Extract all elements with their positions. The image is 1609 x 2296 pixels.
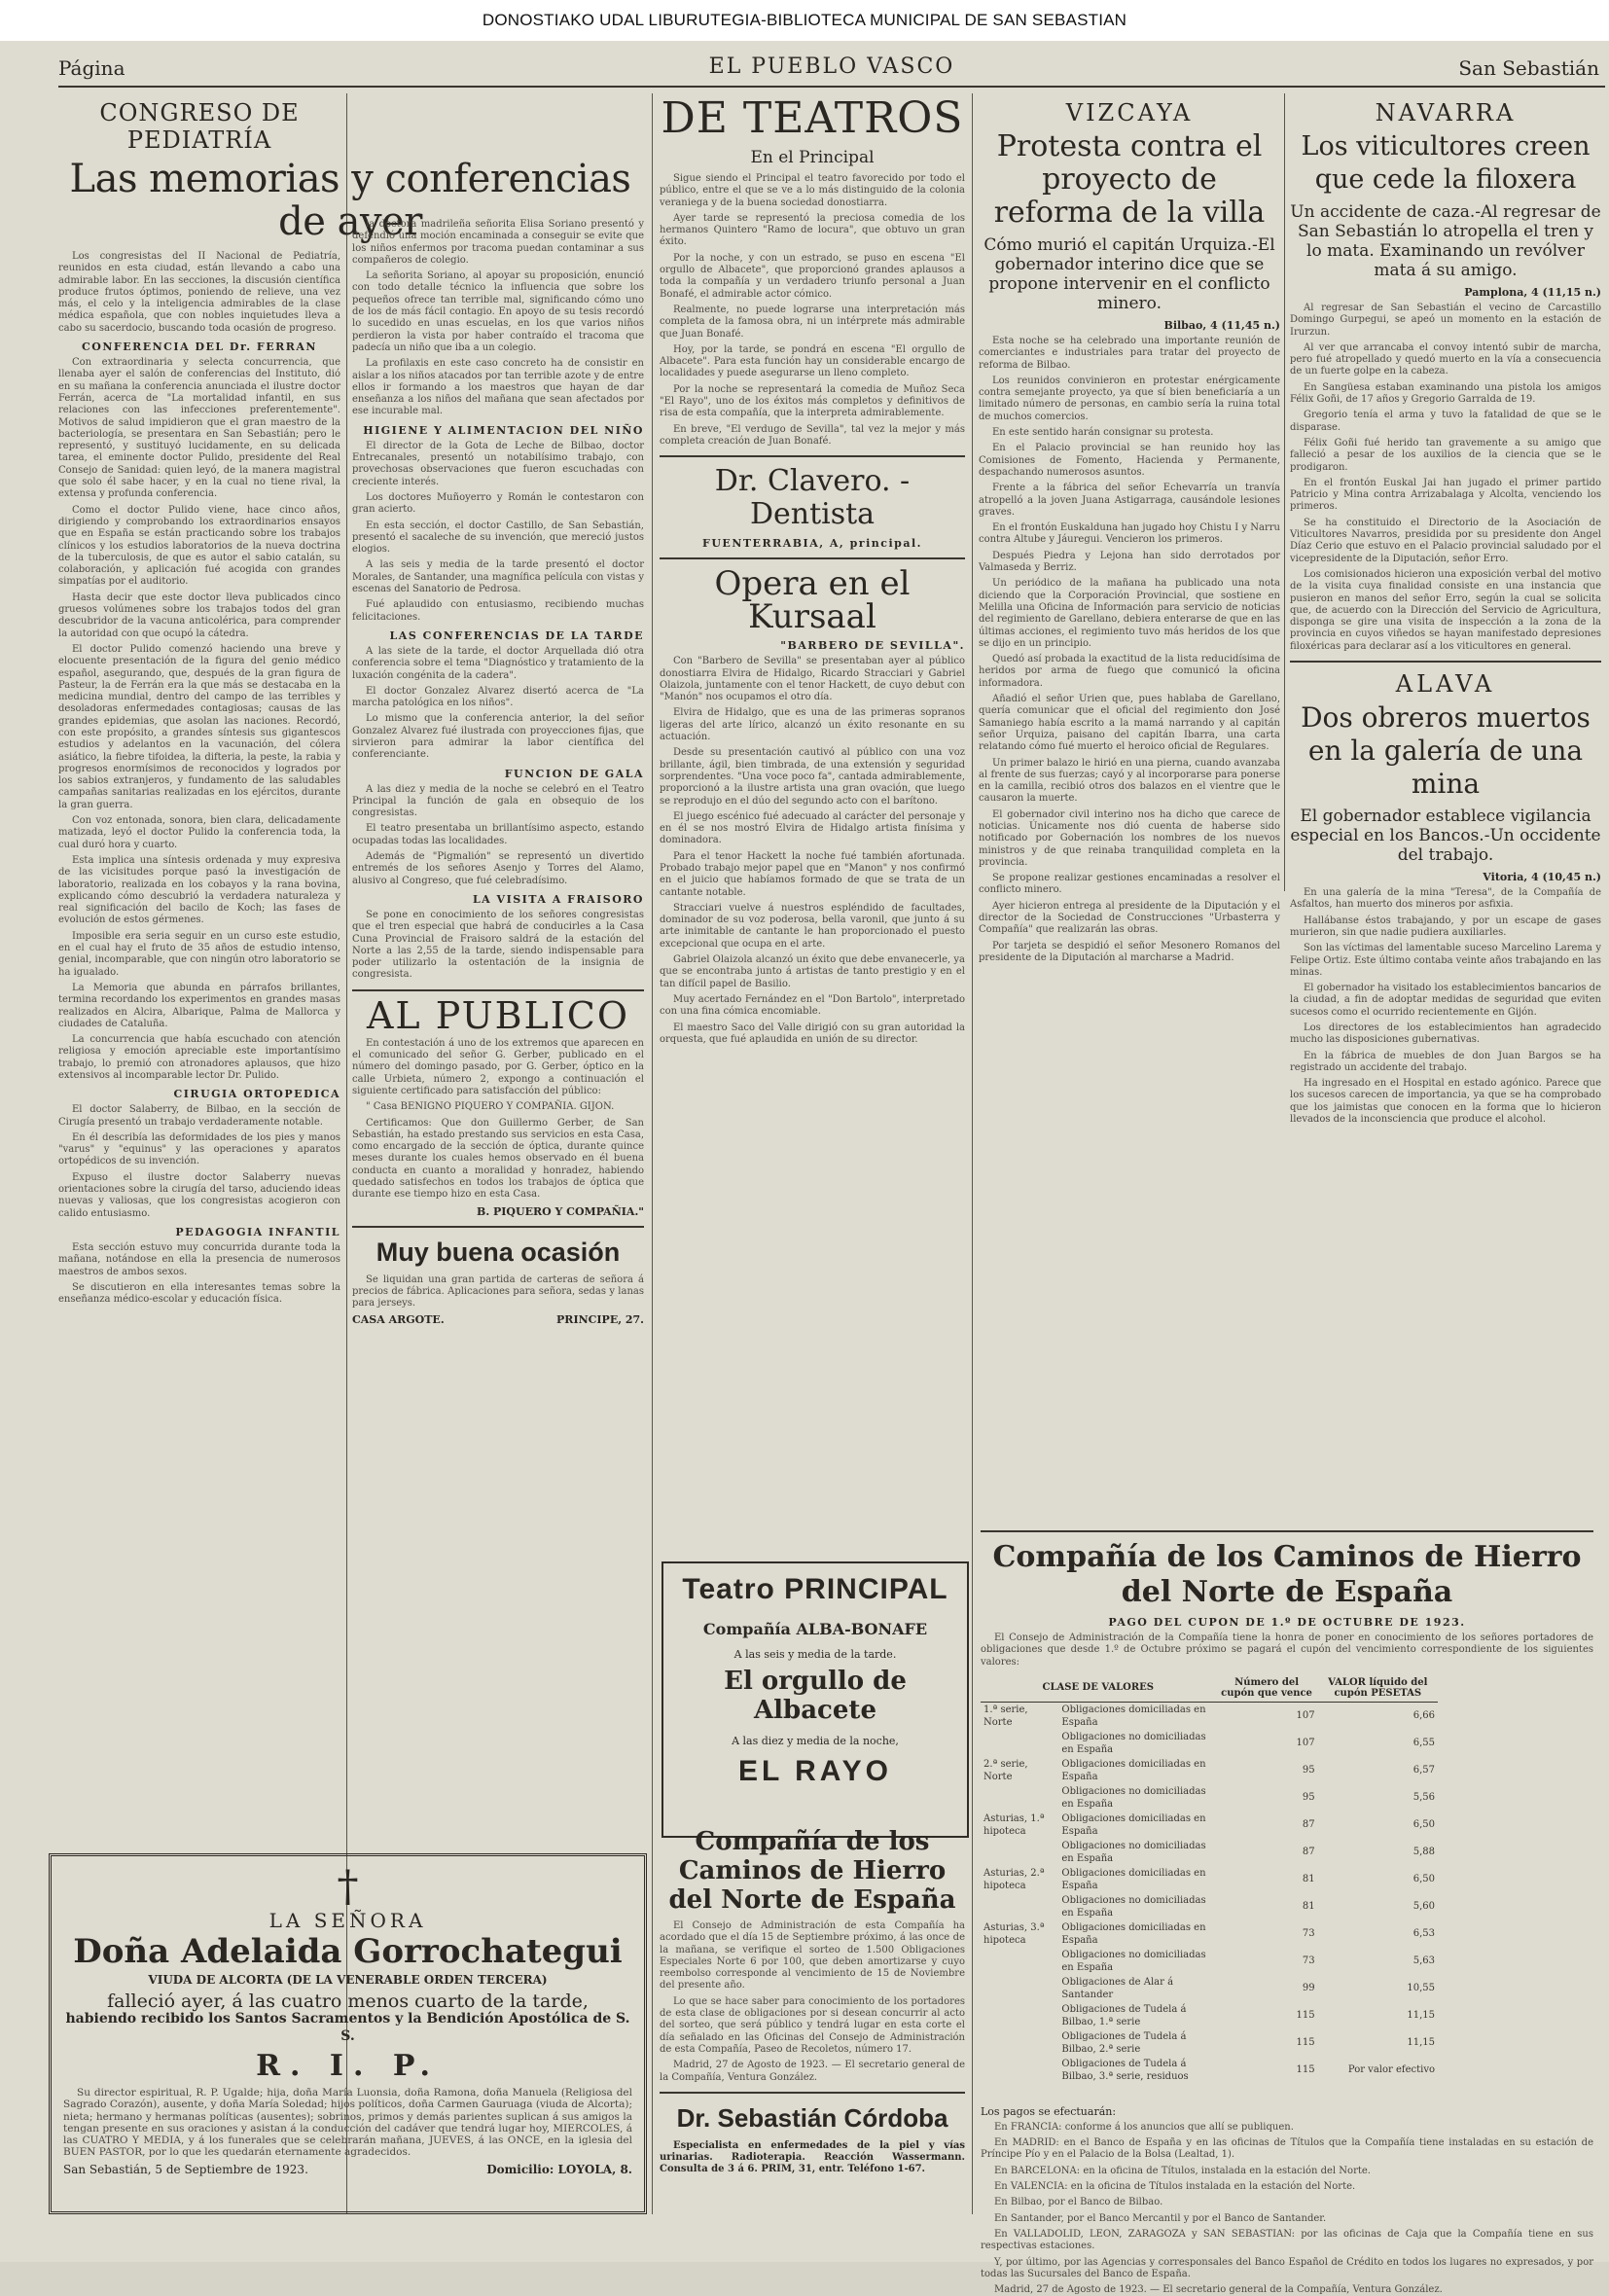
article-intro: Los congresistas del II Nacional de Pediatría, reunidos en esta ciudad, están llevando a cabo una admirable labor. En las secciones, la discusión científica produce frutos óptimos, poniendo de relieve, una vez más, el celo y la inteligencia admirables de la clase médica española, que con nobles inquietudes lleva a cabo su sacerdocio, buscando toda ocasión de progreso. (58, 251, 340, 334)
paragraph: Se propone realizar gestiones encaminadas a resolver el conflicto minero. (979, 873, 1280, 896)
ad-address: FUENTERRABIA, A, principal. (702, 537, 922, 551)
table-row (981, 1839, 1438, 1866)
section-subhead: PEDAGOGIA INFANTIL (175, 1225, 340, 1238)
paragraph: El doctor Pulido comenzó haciendo una breve y elocuente presentación de la figura del genio médico español, asegurando, que, después de la gran figura de Pasteur, la de Ferrán era la que más se destacaba en la medicina mundial, dentro del campo de las terribles y desoladoras enfermedades contagiosas; causas de las grandes epidemias, que asolan las naciones. Recordó, con este propósito, a grandes síntesis sus gigantescos estudios y adelantos en la vacunación, del cólera asiático, la fiebre tifoidea, la difteria, la peste, la rabia y progresos enormísimos de reconocidos y logrados por los sabios extranjeros, y fundamento de las saludables campañas sanitarias realizadas en los ejércitos, durante la gran guerra. (58, 643, 340, 810)
paragraph: El director de la Gota de Leche de Bilbao, doctor Entrecanales, presentó un notabilísimo trabajo, con provechosas observaciones que fueron escuchadas con creciente interés. (352, 440, 644, 487)
obituary-line: habiendo recibido los Santos Sacramentos y la Bendición Apostólica de S. S. (65, 2011, 630, 2044)
table-row (981, 1893, 1438, 1920)
railway-notice (660, 1827, 965, 2216)
table-cell-coupon: 107 (1296, 1710, 1315, 1722)
table-row (981, 2002, 1438, 2029)
paragraph: Madrid, 27 de Agosto de 1923. — El secretario general de la Compañía, Ventura González. (660, 2060, 965, 2083)
paragraph: Certificamos: Que don Guillermo Gerber, de San Sebastián, ha estado prestando sus servicios en esta Casa, como encargado de la sección de óptica, durante quince meses durante los cuales hemos observado en él buena conducta en cuanto a moralidad y honradez, habiendo quedado satisfechos en todos los trabajos de óptica que durante ese tiempo hizo en esta Casa. (352, 1117, 644, 1201)
notice-headline: AL PUBLICO (366, 993, 630, 1037)
table-cell-group (981, 2057, 1058, 2084)
paragraph: En este sentido harán consignar su protesta. (992, 427, 1214, 439)
paragraph: Los directores de los establecimientos han agradecido mucho las disposiciones gubernativas. (1290, 1022, 1601, 1046)
paragraph: En esta sección, el doctor Castillo, de San Sebastián, presentó el sacaleche de su invención, que mereció justos elogios. (352, 520, 644, 556)
paragraph: Un periódico de la mañana ha publicado una nota diciendo que la Corporación Provincial, que sostiene en Melilla una Oficina de Información para servicio de noticias del regimiento de Garellano, debiera enterarse de que en las últimas acciones, el regimiento tuvo más heridos de los que se dijo en un principio. (979, 578, 1280, 649)
table-cell-coupon: 115 (1296, 2037, 1315, 2049)
table-header: VALOR líquido del cupón PESETAS (1318, 1674, 1438, 1703)
table-row (981, 2029, 1438, 2057)
ad-subhead: PAGO DEL CUPON DE 1.º DE OCTUBRE DE 1923. (1108, 1616, 1466, 1629)
paragraph: En una galería de la mina "Teresa", de la Compañía de Asfaltos, han muerto dos mineros por asfixia. (1290, 887, 1601, 911)
divider (660, 2092, 965, 2094)
paragraph: Ayer tarde se representó la preciosa comedia de los hermanos Quintero "Ramo de locura", que obtuvo un gran éxito. (660, 212, 965, 248)
theatre-play: EL RAYO (737, 1755, 893, 1787)
page-header (58, 54, 1605, 88)
table-cell-coupon: 73 (1302, 1955, 1315, 1967)
table-cell-desc: Obligaciones de Alar á Santander (1061, 1976, 1174, 2000)
coupon-payment-ad (981, 1523, 1593, 2296)
paragraph: Con "Barbero de Sevilla" se presentaban ayer al público donostiarra Elvira de Hidalgo, Ricardo Stracciari y Gabriel Olaizola, juntamente con el tenor Hackett, de cuyo debut con "Manón" nos ocupamos el otro día. (660, 656, 965, 703)
paragraph: Con extraordinaria y selecta concurrencia, que llenaba ayer el salón de conferencias del Instituto, dió en su mañana la conferencia anunciada el ilustre doctor Ferrán, acerca de "La mortalidad infantil, en sus relaciones con las infecciones preferentemente". Motivos de salud impidieron que el gran maestro de la bacteriología, se presentara en San Sebastián; pero le representó, y sustituyó lucidamente, en su delicada tarea, el eminente doctor Pulido, presidente del Real Consejo de Sanidad: quien leyó, de la manera magistral que solo él sabe hacer, y en la cual no tiene rival, la extensa y profunda conferencia. (58, 357, 340, 500)
cross-icon: † (337, 1862, 359, 1912)
ad-headline: Dr. Clavero. - Dentista (714, 464, 911, 532)
paragraph: La Memoria que abunda en párrafos brillantes, termina recordando los experimentos en grandes masas realizados en Alcira, Albarique, Palma de Mallorca y ciudades de Cataluña. (58, 982, 340, 1029)
table-cell-group: Asturias, 2.ª hipoteca (983, 1867, 1045, 1891)
table-cell-value: 6,50 (1412, 1819, 1435, 1831)
paragraph: En breve, "El verdugo de Sevilla", tal vez la mejor y más completa creación de Juan Bonafé. (660, 423, 965, 447)
paragraph: En el frontón Euskal Jai han jugado el primer partido Patricio y Mina contra Arrizabalaga y Alcolta, venciendo los primeros. (1290, 477, 1601, 513)
paragraph: En Santander, por el Banco Mercantil y por el Banco de Santander. (994, 2212, 1327, 2224)
table-cell-coupon: 95 (1302, 1765, 1315, 1776)
divider (352, 1226, 644, 1228)
table-row (981, 1730, 1438, 1757)
paragraph: Elvira de Hidalgo, que es una de las primeras sopranos ligeras del arte lírico, alcanzó un éxito resonante en su actuación. (660, 707, 965, 743)
paragraph: Se pone en conocimiento de los señores congresistas que el tren especial que habrá de conducirles a la Casa Cuna Provincial de Fraisoro saldrá de la estación del Norte a las 2,55 de la tarde, siendo indispensable para poder utilizarlo la ostentación de la insignia de congresista. (352, 909, 644, 981)
paragraph: Especialista en enfermedades de la piel y vías urinarias. Radioterapia. Reacción Wassermann. Consulta de 3 á 6. PRIM, 31, entr. Teléfono 1-67. (660, 2139, 965, 2175)
table-cell-value: 6,53 (1412, 1928, 1435, 1940)
paragraph: El gobernador civil interino nos ha dicho que carece de noticias. Únicamente nos dió cuenta de haberse sido notificado por Gobernación los nombres de los nuevos ministros y de que reinaba tranquilidad completa en la provincia. (979, 808, 1280, 868)
paragraph: Stracciari vuelve á nuestros espléndido de facultades, dominador de su voz poderosa, bella varonil, que junto á su arte inimitable de cantante le han proporcionado el puesto excepcional que ocupa en el arte. (660, 902, 965, 950)
paragraph: " Casa BENIGNO PIQUERO Y COMPAÑIA. GIJON. (366, 1101, 615, 1113)
paragraph: Gregorio tenía el arma y tuvo la fatalidad de que se le disparase. (1290, 410, 1601, 433)
paragraph: En FRANCIA: conforme á los anuncios que allí se publiquen. (994, 2121, 1294, 2133)
article-subhead: "BARBERO DE SEVILLA". (780, 639, 965, 653)
column-navarra-alava (1290, 93, 1601, 1514)
divider (981, 1530, 1593, 1532)
paragraph: Se ha constituido el Directorio de la Asociación de Viticultores Navarros, presidida por su presidente don Angel Díaz Cerio que estuvo en el Palacio provincial saludado por el vicepresidente de la Diputación, señor Erro. (1290, 517, 1601, 564)
payment-places (981, 2105, 1593, 2296)
column-rule (972, 93, 973, 2214)
region-kicker: NAVARRA (1375, 99, 1517, 126)
paragraph: En MADRID: en el Banco de España y en las oficinas de Títulos que la Compañía tiene instaladas en su estación de Príncipe Pío y en el Palacio de la Bolsa (Lealtad, 1). (981, 2137, 1593, 2161)
table-cell-group: Asturias, 1.ª hipoteca (983, 1812, 1045, 1837)
table-cell-coupon: 95 (1302, 1792, 1315, 1804)
ad-headline: Dr. Sebastián Córdoba (676, 2102, 948, 2133)
article-subhead: En el Principal (750, 148, 875, 167)
section-subhead: Los pagos se efectuarán: (981, 2104, 1117, 2118)
paragraph: Madrid, 27 de Agosto de 1923. — El secretario general de la Compañía, Ventura González. (994, 2284, 1443, 2296)
paragraph: Realmente, no puede lograrse una interpretación más completa de la famosa obra, ni un intérprete más admirable que Juan Bonafé. (660, 304, 965, 340)
table-cell-value: 5,56 (1412, 1792, 1435, 1804)
divider (352, 989, 644, 991)
paragraph: Ayer hicieron entrega al presidente de la Diputación y el director de la Sociedad de Construcciones "Urbasterra y Compañía" que realizarán las obras. (979, 900, 1280, 936)
table-cell-desc: Obligaciones no domiciliadas en España (1061, 1785, 1206, 1810)
archive-banner: DONOSTIAKO UDAL LIBURUTEGIA-BIBLIOTECA MUNICIPAL DE SAN SEBASTIAN (0, 0, 1609, 41)
region-kicker: ALAVA (1395, 670, 1496, 699)
table-cell-group: 1.ª serie, Norte (983, 1704, 1028, 1728)
ad-shop-name: CASA ARGOTE. (352, 1313, 445, 1327)
table-cell-coupon: 115 (1296, 2064, 1315, 2076)
table-cell-coupon: 81 (1302, 1874, 1315, 1885)
obituary-place-date: San Sebastián, 5 de Septiembre de 1923. (63, 2162, 308, 2176)
dateline: Vitoria, 4 (10,45 n.) (1483, 871, 1601, 884)
table-cell-desc: Obligaciones no domiciliadas en España (1061, 1731, 1206, 1755)
paragraph: En él describía las deformidades de los pies y manos "varus" y "equinus" y las operaciones y aparatos ortopédicos de su invención. (58, 1131, 340, 1167)
obituary-address: Domicilio: LOYOLA, 8. (486, 2162, 632, 2176)
paragraph: El teatro presentaba un brillantísimo aspecto, estando ocupadas todas las localidades. (352, 823, 644, 846)
table-row (981, 1866, 1438, 1893)
masthead-title: EL PUEBLO VASCO (708, 54, 955, 79)
obituary-line: falleció ayer, á las cuatro menos cuarto de la tarde, (107, 1991, 589, 2012)
paragraph: Como el doctor Pulido viene, hace cinco años, dirigiendo y comprobando los extraordinarios ensayos que en España se están practicando sobre los trabajos clínicos y los estudios laboratorios de la nueva doctrina de la tuberculosis, de que es autor el sabio catalán, su colaboración, y aplicación fué acogida con grandes simpatías por el auditorio. (58, 504, 340, 588)
table-cell-coupon: 99 (1302, 1983, 1315, 1994)
table-cell-group (981, 1893, 1058, 1920)
table-cell-desc: Obligaciones no domiciliadas en España (1061, 1949, 1206, 1973)
paragraph: Al regresar de San Sebastián el vecino de Carcastillo Domingo Gurpegui, se apeó un momento en la estación de Irurzun. (1290, 303, 1601, 338)
theatre-play: El orgullo de Albacete (724, 1667, 907, 1725)
column-rule (652, 93, 653, 2214)
paragraph: la doctora madrileña señorita Elisa Soriano presentó y defendió una moción encaminada a conseguir se evite que los niños enfermos por tracoma puedan contaminar a sus compañeros de colegio. (352, 219, 644, 266)
paragraph: Los reunidos convinieron en protestar enérgicamente contra semejante proyecto, ya que sí bien beneficiaría a un limitado número de personas, en cambio sería la ruina total de muchos comercios. (979, 375, 1280, 422)
theatre-ad-box (661, 1561, 969, 1838)
paragraph: Los doctores Muñoyerro y Román le contestaron con gran acierto. (352, 491, 644, 516)
article-deck: El gobernador establece vigilancia especial en los Bancos.-Un occidente del trabajo. (1290, 807, 1601, 866)
section-subhead: CONFERENCIA DEL Dr. FERRAN (82, 341, 317, 354)
article-headline: Protesta contra el proyecto de reforma de la villa (993, 129, 1266, 230)
paragraph: Lo mismo que la conferencia anterior, la del señor Gonzalez Alvarez fué ilustrada con proyecciones fijas, que sirvieron para admirar la labor científica del conferenciante. (352, 713, 644, 761)
table-row (981, 1784, 1438, 1812)
table-cell-group (981, 1784, 1058, 1812)
paragraph: Hallábanse éstos trabajando, y por un escape de gases murieron, sin que nadie pudiera auxiliarles. (1290, 915, 1601, 938)
table-cell-coupon: 107 (1296, 1738, 1315, 1749)
table-header: CLASE DE VALORES (981, 1674, 1215, 1703)
table-cell-value: 5,63 (1412, 1955, 1435, 1967)
section-subhead: LA VISITA A FRAISORO (472, 892, 644, 906)
paragraph: Al ver que arrancaba el convoy intentó subir de marcha, pero fué atropellado y quedó muerto en la vía a consecuencia de un fuerte golpe en la cabeza. (1290, 341, 1601, 377)
table-row (981, 1702, 1438, 1730)
section-subhead: LAS CONFERENCIAS DE LA TARDE (389, 628, 644, 642)
paragraph: Por la noche, y con un estrado, se puso en escena "El orgullo de Albacete", que proporcionó grandes aplausos a toda la compañía y un verdadero triunfo personal a Juan Bonafé, el admirable actor cómico. (660, 252, 965, 300)
table-cell-value: 10,55 (1407, 1983, 1435, 1994)
table-row (981, 1948, 1438, 1975)
table-cell-value: 6,66 (1412, 1710, 1435, 1722)
column-rule (1284, 93, 1285, 891)
paragraph: Se discutieron en ella interesantes temas sobre la enseñanza médico-escolar y educación física. (58, 1281, 340, 1306)
table-cell-coupon: 87 (1302, 1819, 1315, 1831)
table-cell-group (981, 1730, 1058, 1757)
table-cell-group (981, 2002, 1058, 2029)
paragraph: El juego escénico fué adecuado al carácter del personaje y en él se nos mostró Elvira de Hidalgo artista finísima y dominadora. (660, 810, 965, 846)
paragraph: Además de "Pigmalión" se representó un divertido entremés de los señores Asenjo y Torres del Alamo, alusivo al Congreso, que fué celebradísimo. (352, 851, 644, 886)
paragraph: Quedó así probada la exactitud de la lista reducidísima de heridos por arma de fuego que comunicó la oficina informadora. (979, 654, 1280, 689)
paragraph: En la fábrica de muebles de don Juan Bargos se ha registrado un accidente del trabajo. (1290, 1050, 1601, 1073)
article-deck: Un accidente de caza.-Al regresar de San Sebastián lo atropella el tren y lo mata. Examinando un revólver mata á su amigo. (1290, 202, 1601, 280)
paragraph: Félix Goñi fué herido tan gravemente a su amigo que falleció a pesar de los auxilios de la ciencia que se le prodigaron. (1290, 437, 1601, 473)
paragraph: Se liquidan una gran partida de carteras de señora á precios de fábrica. Aplicaciones para señora, sedas y lanas para jerseys. (352, 1274, 644, 1309)
theatre-time: A las diez y media de la noche, (732, 1735, 899, 1747)
article-deck: Cómo murió el capitán Urquiza.-El gobernador interino dice que se propone intervenir en el conflicto minero. (983, 235, 1275, 313)
divider (660, 557, 965, 559)
ad-footer (352, 1313, 644, 1326)
ad-address: PRINCIPE, 27. (556, 1313, 644, 1327)
obituary-notice (49, 1853, 647, 2214)
table-row (981, 1757, 1438, 1784)
divider (660, 455, 965, 457)
table-cell-value: 11,15 (1407, 2037, 1435, 2049)
table-row (981, 1975, 1438, 2002)
paragraph: A las seis y media de la tarde presentó el doctor Morales, de Santander, una magnífica película con vistas y escenas del Sanatorio de Pedrosa. (352, 559, 644, 595)
paragraph: En el Palacio provincial se han reunido hoy las Comisiones de Fomento, Hacienda y Permanente, despachando numerosos asuntos. (979, 443, 1280, 478)
table-cell-group: 2.ª serie, Norte (983, 1758, 1028, 1782)
table-cell-desc: Obligaciones domiciliadas en España (1061, 1867, 1206, 1891)
table-cell-desc: Obligaciones domiciliadas en España (1061, 1812, 1206, 1837)
table-cell-desc: Obligaciones domiciliadas en España (1061, 1704, 1206, 1728)
table-header: Número del cupón que vence (1215, 1674, 1317, 1703)
table-cell-desc: Obligaciones de Tudela á Bilbao, 1.ª serie (1061, 2003, 1187, 2027)
paragraph: Esta noche se ha celebrado una importante reunión de comerciantes e industriales para tratar del proyecto de reforma de Bilbao. (979, 336, 1280, 371)
paragraph: A las diez y media de la noche se celebró en el Teatro Principal la función de gala en obsequio de los congresistas. (352, 783, 644, 819)
table-cell-value: 6,55 (1412, 1738, 1435, 1749)
paragraph: En BARCELONA: en la oficina de Títulos, instalada en la estación del Norte. (994, 2165, 1371, 2176)
region-kicker: VIZCAYA (1065, 99, 1194, 126)
dateline: Pamplona, 4 (11,15 n.) (1464, 286, 1601, 299)
paragraph: En contestación á uno de los extremos que aparecen en el comunicado del señor G. Gerber, publicado en el número del domingo pasado, por G. Gerber, óptico en la calle Urbieta, número 2, expongo a continuación el siguiente certificado para satisfacción del público: (352, 1037, 644, 1096)
paragraph: Hoy, por la tarde, se pondrá en escena "El orgullo de Albacete". Para esta función hay un considerable encargo de localidades y puede asegurarse un lleno completo. (660, 343, 965, 379)
notice-headline: Compañía de los Caminos de Hierro del Norte de España (668, 1827, 956, 1915)
table-cell-desc: Obligaciones domiciliadas en España (1061, 1758, 1206, 1782)
table-cell-coupon: 87 (1302, 1847, 1315, 1858)
article-headline: Las memorias y conferencias de ayer (69, 157, 631, 244)
paragraph: En VALLADOLID, LEON, ZARAGOZA y SAN SEBASTIAN: por las oficinas de Caja que la Compañía tiene en sus respectivas estaciones. (981, 2228, 1593, 2252)
article-headline: DE TEATROS (661, 93, 964, 143)
coupon-table (981, 1674, 1438, 2084)
paragraph: En VALENCIA: en la oficina de Títulos instalada en la estación del Norte. (994, 2181, 1356, 2193)
paragraph: En Sangüesa estaban examinando una pistola los amigos Félix Goñi, de 17 años y Gregorio Garralda de 19. (1290, 381, 1601, 406)
table-cell-coupon: 81 (1302, 1901, 1315, 1913)
paragraph: Sigue siendo el Principal el teatro favorecido por todo el público, entre el que se ve a lo más distinguido de la colonia veraniega y de la buena sociedad donostiarra. (660, 173, 965, 208)
table-cell-desc: Obligaciones no domiciliadas en España (1061, 1840, 1206, 1864)
table-row (981, 1812, 1438, 1839)
rip-text: R. I. P. (256, 2049, 440, 2083)
header-page-label: Página (58, 56, 125, 80)
paragraph: Hasta decir que este doctor lleva publicados cinco gruesos volúmenes sobre los trabajos todos del gran descubridor de la vacuna anticolérica, para comprender la autoridad con que ocupó la cátedra. (58, 592, 340, 639)
table-cell-group (981, 1839, 1058, 1866)
paragraph: Lo que se hace saber para conocimiento de los portadores de esta clase de obligaciones por si desean concurrir al acto del sorteo, que será público y tendrá lugar en esta corte el día señalado en las Oficinas del Consejo de Administración de esta Compañía, Paseo de Recoletos, número 17. (660, 1995, 965, 2055)
article-headline: Opera en el Kursaal (714, 564, 911, 637)
paragraph: Añadió el señor Urien que, pues hablaba de Garellano, quería comunicar que el oficial del regimiento don José Samaniego había escrito a la mamá narrando y al capitán señor Urquiza, paisano del capitán Ibarra, una carta relatando cómo fué muerto el heroico oficial de Regulares. (979, 694, 1280, 753)
table-cell-group (981, 1975, 1058, 2002)
theatre-company: Compañía ALBA-BONAFE (702, 1620, 928, 1638)
table-cell-coupon: 73 (1302, 1928, 1315, 1940)
paragraph: Gabriel Olaizola alcanzó un éxito que debe envanecerle, ya que se encontraba junto á artistas de tanto prestigio y en el tan difícil papel de Basilio. (660, 954, 965, 989)
table-cell-desc: Obligaciones de Tudela á Bilbao, 2.ª serie (1061, 2030, 1187, 2055)
table-cell-value: 6,50 (1412, 1874, 1435, 1885)
table-cell-group (981, 2029, 1058, 2057)
paragraph: Con voz entonada, sonora, bien clara, delicadamente matizada, leyó el doctor Pulido la conferencia toda, la cual duró hora y cuarto. (58, 815, 340, 850)
paragraph: Por la noche se representará la comedia de Muñoz Seca "El Rayo", uno de los éxitos más completos y definitivos de risa de esta compañía, que la interpreta admirablemente. (660, 383, 965, 419)
table-cell-desc: Obligaciones no domiciliadas en España (1061, 1894, 1206, 1919)
table-cell-coupon: 115 (1296, 2010, 1315, 2022)
section-subhead: FUNCION DE GALA (504, 767, 644, 780)
table-row (981, 1920, 1438, 1948)
paragraph: Ha ingresado en el Hospital en estado agónico. Parece que los sucesos carecen de importancia, ya que se ha comprobado que los jaimistas que conocen en la forma que lo hicieron llevados de la inconsciencia que produce el alcohol. (1290, 1078, 1601, 1126)
section-subhead: CIRUGIA ORTOPEDICA (173, 1088, 340, 1101)
table-cell-group: Asturias, 3.ª hipoteca (983, 1921, 1045, 1946)
paragraph: A las siete de la tarde, el doctor Arquellada dió otra conferencia sobre el tema "Diagnóstico y tratamiento de la luxación congénita de la cadera". (352, 645, 644, 681)
paragraph: La concurrencia que había escuchado con atención religiosa y emoción apreciable este importantísimo trabajo, lo premió con atronadores aplausos, que hizo extensivos al incomparable lector Dr. Pulido. (58, 1034, 340, 1081)
article-headline: Dos obreros muertos en la galería de una mina (1301, 701, 1591, 801)
divider (1290, 661, 1601, 663)
paragraph: Esta sección estuvo muy concurrida durante toda la mañana, notándose en ella la presencia de numerosos maestros de ambos sexos. (58, 1241, 340, 1277)
paragraph: Expuso el ilustre doctor Salaberry nuevas orientaciones sobre la cirugía del tarso, aduciendo ideas nuevas y valiosas, que los congresistas acogieron con calido entusiasmo. (58, 1171, 340, 1219)
paragraph: Muy acertado Fernández en el "Don Bartolo", interpretado con una fina cómica encomiable. (660, 993, 965, 1018)
ad-headline: Muy buena ocasión (375, 1237, 621, 1267)
paragraph: Esta implica una síntesis ordenada y muy expresiva de las vicisitudes porque pasó la investigación de laboratorio, realizada en los cobayos y la rana bovina, explicando cómo descubrió la verdadera naturaleza y real significación del bacilo de Koch; las fases de evolución de estos gérmenes. (58, 854, 340, 926)
table-cell-value: Por valor efectivo (1347, 2064, 1435, 2076)
paragraph: Para el tenor Hackett la noche fué también afortunada. Probado trabajo mejor papel que en "Manon" y nos confirmó en el juicio que habíamos formado de que se trata de un cantante notable. (660, 850, 965, 898)
column-pediatria-cont (352, 219, 644, 1844)
paragraph: Frente a la fábrica del señor Echevarría un tranvía atropelló a la joven Juana Astigarraga, causándole lesiones graves. (979, 483, 1280, 518)
theatre-time: A las seis y media de la tarde. (733, 1648, 897, 1661)
section-subhead: HIGIENE Y ALIMENTACION DEL NIÑO (363, 423, 644, 437)
table-cell-value: 5,60 (1412, 1901, 1435, 1913)
table-cell-desc: Obligaciones domiciliadas en España (1061, 1921, 1206, 1946)
paragraph: Son las víctimas del lamentable suceso Marcelino Larema y Felipe Ortiz. Este último contaba veinte años trabajando en las minas. (1290, 943, 1601, 978)
deceased-name: Doña Adelaida Gorrochategui (73, 1932, 623, 1971)
paragraph: El maestro Saco del Valle dirigió con su gran autoridad la orquesta, que fué aplaudida en unión de su director. (660, 1022, 965, 1045)
paragraph: El Consejo de Administración de esta Compañía ha acordado que el día 15 de Septiembre próximo, á las once de la mañana, se verifique el sorteo de 1.500 Obligaciones Especiales Norte 6 por 100, que deben amortizarse y cuyo reembolso corresponde al vencimiento de 15 de Noviembre del presente año. (660, 1920, 965, 1991)
notice-signature: B. PIQUERO Y COMPAÑIA." (477, 1204, 644, 1218)
table-cell-group (981, 1948, 1058, 1975)
obituary-footer (63, 2163, 632, 2176)
article-kicker: CONGRESO DE PEDIATRÍA (99, 99, 300, 154)
theatre-name: Teatro PRINCIPAL (682, 1573, 948, 1605)
paragraph: La señorita Soriano, al apoyar su proposición, enunció con todo detalle técnico la influencia que sobre los pequeños ofrece tan terrible mal, significando cómo uno de los de más fácil contagio. En apoyo de su tesis recordó lo sucedido en unas escuelas, en los que varios niños perdieron la vista por haber contraído el tracoma que padecía un niño que iba a un colegio. (352, 270, 644, 353)
column-vizcaya (979, 93, 1280, 1524)
paragraph: El Consejo de Administración de la Compañía tiene la honra de poner en conocimiento de los señores portadores de obligaciones que desde 1.º de Octubre próximo se pagará el cupón del vencimiento correspondiente de los siguientes valores: (981, 1632, 1593, 1668)
paragraph: La profilaxis en este caso concreto ha de consistir en aislar a los niños atacados por tan terrible azote y de entre ellos ir formando a los maestros que hayan de dar enseñanza a los niños del mañana que sean afectados por ese incurable mal. (352, 358, 644, 417)
header-city: San Sebastián (1458, 56, 1599, 80)
paragraph: Después Piedra y Lejona han sido derrotados por Valmaseda y Berriz. (979, 550, 1280, 574)
paragraph: Su director espiritual, R. P. Ugalde; hija, doña María Luonsia, doña Ramona, doña Manuela (Religiosa del Sagrado Corazón), ausente, y doña María Soledad; hijos políticos, doña Carmen Gauruaga (viuda de Alcorta); nieta; hermano y hermanas políticas (ausentes); sobrinos, primos y demás parientes suplican á sus amigos la tengan presente en sus oraciones y asistan á la conducción del cadáver que tendrá lugar hoy, MIERCOLES, á las CUATRO Y MEDIA, y á los funerales que se celebrarán mañana, JUEVES, á las ONCE, en la iglesia del BUEN PASTOR, por lo que les quedarán eternamente agradecidos. (63, 2087, 632, 2159)
table-row (981, 2057, 1438, 2084)
table-cell-value: 11,15 (1407, 2010, 1435, 2022)
paragraph: El doctor Salaberry, de Bilbao, en la sección de Cirugía presentó un trabajo verdaderamente notable. (58, 1104, 340, 1128)
paragraph: Fué aplaudido con entusiasmo, recibiendo muchas felicitaciones. (352, 599, 644, 623)
ad-headline: Compañía de los Caminos de Hierro del Norte de España (992, 1540, 1582, 1609)
paragraph: Por tarjeta se despidió el señor Mesonero Romanos del presidente de la Diputación al marcharse a Madrid. (979, 940, 1280, 963)
table-cell-value: 5,88 (1412, 1847, 1435, 1858)
obituary-title: LA SEÑORA (268, 1909, 427, 1932)
article-headline: Los viticultores creen que cede la filoxera (1301, 131, 1591, 195)
paragraph: En Bilbao, por el Banco de Bilbao. (994, 2197, 1163, 2208)
table-cell-desc: Obligaciones de Tudela á Bilbao, 3.ª serie, residuos (1061, 2058, 1189, 2082)
table-cell-value: 6,57 (1412, 1765, 1435, 1776)
paragraph: Y, por último, por las Agencias y corresponsales del Banco Español de Crédito en todos los lugares no expresados, y por todas las Sucursales del Banco de España. (981, 2256, 1593, 2279)
paragraph: El gobernador ha visitado los establecimientos bancarios de la ciudad, a fin de adoptar medidas de seguridad que eviten sucesos como el ocurrido recientemente en Gijón. (1290, 983, 1601, 1018)
paragraph: Los comisionados hicieron una exposición verbal del motivo de la visita cuya finalidad consiste en una instancia que pusieron en manos del señor Erro, según la cual se solicita que, de acuerdo con la Dirección del Servicio de Agricultura, disponga se gire una visita de inspección a la zona de la provincia en cuyos viñedos se hayan manifestado depresiones filoxéricas para declarar así a los viticultores en general. (1290, 568, 1601, 652)
obituary-line: VIUDA DE ALCORTA (DE LA VENERABLE ORDEN TERCERA) (148, 1973, 548, 1987)
paragraph: Imposible era seria seguir en un curso este estudio, en el cual hay el fruto de 35 años de estudio intenso, genial, incomparable, que con ningún otro laboratorio se ha igualado. (58, 930, 340, 978)
dateline: Bilbao, 4 (11,45 n.) (1163, 319, 1280, 332)
paragraph: En el frontón Euskalduna han jugado hoy Chistu I y Narru contra Altube y Jáuregui. Vencieron los primeros. (979, 522, 1280, 546)
paragraph: Desde su presentación cautivó al público con una voz brillante, ágil, bien timbrada, de una extensión y seguridad sorprendentes. "Una voce poco fa", cantada admirablemente, proporcionó a la ilustre artista una gran ovación, que luego se reprodujo en el dúo del segundo acto con el barítono. (660, 747, 965, 807)
paragraph: El doctor Gonzalez Alvarez disertó acerca de "La marcha patológica en los niños". (352, 685, 644, 709)
paragraph: Un primer balazo le hirió en una pierna, cuando avanzaba al frente de sus fuerzas; cayó y al incorporarse para ponerse en la camilla, recibió otros dos balazos en el vientre que le causaron la muerte. (979, 757, 1280, 805)
